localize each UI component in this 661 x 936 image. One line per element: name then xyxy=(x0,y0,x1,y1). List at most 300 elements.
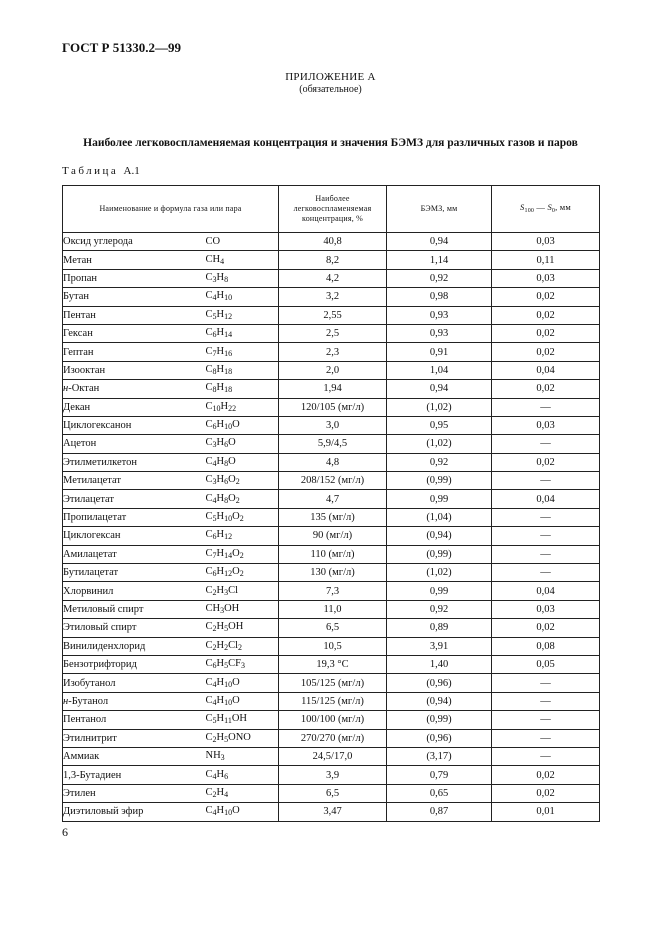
diff-cell: 0,08 xyxy=(492,637,600,655)
formula-subscript: 6 xyxy=(212,569,217,579)
formula-subscript: 3 xyxy=(224,587,229,597)
diff-cell: — xyxy=(492,545,600,563)
formula-part: H xyxy=(216,529,225,541)
table-row xyxy=(63,766,600,784)
formula-subscript: 2 xyxy=(212,624,217,634)
table-row xyxy=(63,324,600,342)
formula-subscript: 2 xyxy=(212,789,217,799)
concentration-cell: 3,2 xyxy=(279,288,387,306)
table-row xyxy=(63,269,600,287)
bemz-cell: 0,91 xyxy=(387,343,492,361)
formula-subscript: 10 xyxy=(224,514,233,524)
formula-subscript: 10 xyxy=(224,697,233,707)
formula-part: Cl xyxy=(228,584,239,596)
formula-subscript: 4 xyxy=(212,697,217,707)
formula-part: C xyxy=(205,327,213,339)
formula-subscript: 22 xyxy=(228,403,237,413)
bemz-cell: 3,91 xyxy=(387,637,492,655)
formula-subscript: 2 xyxy=(235,495,240,505)
diff-cell: — xyxy=(492,692,600,710)
formula-subscript: 2 xyxy=(212,587,217,597)
formula-part: H xyxy=(216,731,225,743)
formula-part: C xyxy=(205,271,213,283)
table-row xyxy=(63,674,600,692)
formula-part: OH xyxy=(231,713,247,725)
bemz-cell: 0,94 xyxy=(387,233,492,251)
gas-name: Бутилацетат xyxy=(63,564,206,582)
formula-subscript: 8 xyxy=(212,366,217,376)
concentration-cell: 8,2 xyxy=(279,251,387,269)
bemz-cell: (1,04) xyxy=(387,508,492,526)
bemz-cell: (0,96) xyxy=(387,729,492,747)
formula-subscript: 3 xyxy=(212,440,217,450)
table-header-row xyxy=(63,186,600,233)
table-row xyxy=(63,251,600,269)
concentration-cell: 6,5 xyxy=(279,619,387,637)
bemz-cell: 0,65 xyxy=(387,784,492,802)
gas-table xyxy=(62,185,600,822)
formula-subscript: 6 xyxy=(224,477,229,487)
formula-part: C xyxy=(205,805,213,817)
diff-cell: — xyxy=(492,398,600,416)
gas-formula xyxy=(206,692,279,710)
formula-part: H xyxy=(216,805,225,817)
bemz-cell: (3,17) xyxy=(387,747,492,765)
gas-name: Винилиденхлорид xyxy=(63,637,206,655)
gas-name: Бензотрифторид xyxy=(63,655,206,673)
formula-part: O xyxy=(232,511,240,523)
header-diff-s1: S xyxy=(520,202,525,212)
diff-cell: — xyxy=(492,435,600,453)
formula-part: H xyxy=(216,382,225,394)
diff-cell: 0,03 xyxy=(492,233,600,251)
bemz-cell: (1,02) xyxy=(387,398,492,416)
table-row xyxy=(63,306,600,324)
table-row xyxy=(63,490,600,508)
concentration-cell: 100/100 (мг/л) xyxy=(279,711,387,729)
gas-name: Пентан xyxy=(63,306,206,324)
gas-formula xyxy=(206,784,279,802)
diff-cell: 0,03 xyxy=(492,416,600,434)
gas-formula xyxy=(206,251,279,269)
table-row xyxy=(63,564,600,582)
formula-part: C xyxy=(205,584,213,596)
table-row xyxy=(63,527,600,545)
formula-subscript: 6 xyxy=(212,532,217,542)
bemz-cell: (1,02) xyxy=(387,435,492,453)
formula-part: C xyxy=(205,290,213,302)
concentration-cell: 4,2 xyxy=(279,269,387,287)
concentration-cell: 2,5 xyxy=(279,324,387,342)
formula-part: C xyxy=(205,400,213,412)
formula-part: C xyxy=(205,455,213,467)
gas-name: Гексан xyxy=(63,324,206,342)
concentration-cell: 120/105 (мг/л) xyxy=(279,398,387,416)
table-row xyxy=(63,380,600,398)
formula-subscript: 12 xyxy=(224,311,233,321)
bemz-cell: (0,94) xyxy=(387,527,492,545)
concentration-cell: 90 (мг/л) xyxy=(279,527,387,545)
formula-part: Cl xyxy=(228,639,239,651)
gas-name: Циклогексан xyxy=(63,527,206,545)
header-diff xyxy=(492,186,600,233)
diff-cell: 0,02 xyxy=(492,766,600,784)
concentration-cell: 3,9 xyxy=(279,766,387,784)
formula-part: C xyxy=(205,621,213,633)
formula-subscript: 5 xyxy=(224,661,229,671)
formula-part: H xyxy=(216,345,225,357)
formula-subscript: 2 xyxy=(235,477,240,487)
formula-part: H xyxy=(216,308,225,320)
bemz-cell: 0,92 xyxy=(387,269,492,287)
formula-subscript: 3 xyxy=(212,274,217,284)
formula-subscript: 4 xyxy=(212,771,217,781)
formula-subscript: 18 xyxy=(224,385,233,395)
gas-name: Амилацетат xyxy=(63,545,206,563)
formula-subscript: 14 xyxy=(224,550,233,560)
gas-formula xyxy=(206,655,279,673)
formula-part: C xyxy=(205,345,213,357)
bemz-cell: 0,98 xyxy=(387,288,492,306)
diff-cell: — xyxy=(492,674,600,692)
concentration-cell: 130 (мг/л) xyxy=(279,564,387,582)
bemz-cell: 1,14 xyxy=(387,251,492,269)
formula-subscript: 5 xyxy=(212,311,217,321)
concentration-cell: 3,47 xyxy=(279,803,387,821)
gas-formula xyxy=(206,269,279,287)
gas-formula xyxy=(206,472,279,490)
concentration-cell: 5,9/4,5 xyxy=(279,435,387,453)
table-row xyxy=(63,655,600,673)
concentration-cell: 4,8 xyxy=(279,453,387,471)
diff-cell: 0,04 xyxy=(492,490,600,508)
formula-subscript: 8 xyxy=(224,495,229,505)
formula-subscript: 12 xyxy=(224,532,233,542)
gas-formula xyxy=(206,306,279,324)
concentration-cell: 3,0 xyxy=(279,416,387,434)
formula-part: O xyxy=(232,566,240,578)
formula-subscript: 10 xyxy=(212,403,221,413)
table-row xyxy=(63,398,600,416)
formula-subscript: 18 xyxy=(224,366,233,376)
diff-cell: 0,03 xyxy=(492,600,600,618)
formula-subscript: 10 xyxy=(224,808,233,818)
formula-subscript: 2 xyxy=(239,550,244,560)
bemz-cell: 0,92 xyxy=(387,453,492,471)
formula-part: O xyxy=(232,547,240,559)
formula-part: H xyxy=(216,437,225,449)
formula-part: CF xyxy=(228,658,241,670)
concentration-cell: 19,3 °С xyxy=(279,655,387,673)
table-row xyxy=(63,343,600,361)
formula-subscript: 12 xyxy=(224,569,233,579)
gas-formula xyxy=(206,711,279,729)
gas-name: Декан xyxy=(63,398,206,416)
formula-part: OH xyxy=(224,603,240,614)
diff-cell: — xyxy=(492,508,600,526)
diff-cell: 0,02 xyxy=(492,619,600,637)
gas-formula xyxy=(206,600,279,618)
diff-cell: 0,11 xyxy=(492,251,600,269)
formula-part: H xyxy=(220,400,229,412)
gas-name: Ацетон xyxy=(63,435,206,453)
bemz-cell: (0,99) xyxy=(387,472,492,490)
formula-subscript: 2 xyxy=(239,514,244,524)
formula-part: CH xyxy=(205,253,221,265)
formula-part: OH xyxy=(228,621,244,633)
gas-name: Пропилацетат xyxy=(63,508,206,526)
formula-subscript: 3 xyxy=(240,661,245,671)
gas-name: Метан xyxy=(63,251,206,269)
bemz-cell: 0,92 xyxy=(387,600,492,618)
formula-part: C xyxy=(205,786,213,798)
formula-subscript: 10 xyxy=(224,422,233,432)
gas-name: Этилметилкетон xyxy=(63,453,206,471)
bemz-cell: 0,93 xyxy=(387,306,492,324)
diff-cell: 0,02 xyxy=(492,343,600,361)
gas-name: н-Бутанол xyxy=(63,692,206,710)
formula-subscript: 3 xyxy=(212,477,217,487)
diff-cell: 0,02 xyxy=(492,288,600,306)
gas-name: Метиловый спирт xyxy=(63,600,206,618)
gas-name: Изобутанол xyxy=(63,674,206,692)
gas-name: Бутан xyxy=(63,288,206,306)
bemz-cell: (1,02) xyxy=(387,564,492,582)
formula-subscript: 10 xyxy=(224,679,233,689)
formula-part: H xyxy=(216,768,225,780)
table-row xyxy=(63,803,600,821)
formula-part: C xyxy=(205,768,213,780)
formula-part: C xyxy=(205,694,213,706)
gas-name: Этилен xyxy=(63,784,206,802)
formula-part: C xyxy=(205,713,213,725)
gas-name: 1,3-Бутадиен xyxy=(63,766,206,784)
formula-part: C xyxy=(205,511,213,523)
gas-formula xyxy=(206,619,279,637)
gas-formula xyxy=(206,803,279,821)
table-body xyxy=(63,233,600,822)
formula-subscript: 8 xyxy=(224,274,229,284)
header-diff-sub2: 0 xyxy=(551,208,556,214)
bemz-cell: 0,94 xyxy=(387,380,492,398)
gas-name: Метилацетат xyxy=(63,472,206,490)
table-row xyxy=(63,619,600,637)
formula-subscript: 7 xyxy=(212,550,217,560)
table-row xyxy=(63,729,600,747)
table-row xyxy=(63,692,600,710)
concentration-cell: 270/270 (мг/л) xyxy=(279,729,387,747)
formula-part: CH xyxy=(205,603,221,614)
gas-formula xyxy=(206,453,279,471)
concentration-cell: 40,8 xyxy=(279,233,387,251)
formula-subscript: 3 xyxy=(220,606,225,615)
formula-part: C xyxy=(205,731,213,743)
formula-subscript: 2 xyxy=(238,642,243,652)
table-row xyxy=(63,711,600,729)
diff-cell: — xyxy=(492,564,600,582)
table-label xyxy=(62,165,140,177)
formula-part: C xyxy=(205,474,213,486)
gas-formula xyxy=(206,361,279,379)
formula-part: H xyxy=(216,419,225,431)
gas-name: Диэтиловый эфир xyxy=(63,803,206,821)
formula-part: H xyxy=(216,639,225,651)
bemz-cell: 0,99 xyxy=(387,490,492,508)
table-row xyxy=(63,453,600,471)
formula-subscript: 4 xyxy=(212,495,217,505)
diff-cell: 0,01 xyxy=(492,803,600,821)
formula-part: NH xyxy=(205,750,221,762)
concentration-cell: 10,5 xyxy=(279,637,387,655)
diff-cell: 0,02 xyxy=(492,453,600,471)
gas-name: Этилнитрит xyxy=(63,729,206,747)
header-bemz: БЭМЗ, мм xyxy=(387,186,492,233)
formula-subscript: 5 xyxy=(224,624,229,634)
table-row xyxy=(63,435,600,453)
gas-formula xyxy=(206,288,279,306)
gas-formula xyxy=(206,324,279,342)
table-row xyxy=(63,582,600,600)
bemz-cell: (0,94) xyxy=(387,692,492,710)
formula-part: C xyxy=(205,419,213,431)
gas-formula xyxy=(206,766,279,784)
formula-part: H xyxy=(216,658,225,670)
table-row xyxy=(63,508,600,526)
bemz-cell: (0,99) xyxy=(387,711,492,729)
formula-part: CO xyxy=(205,236,221,248)
formula-part: H xyxy=(216,455,225,467)
gas-formula xyxy=(206,508,279,526)
diff-cell: 0,02 xyxy=(492,380,600,398)
gas-formula xyxy=(206,233,279,251)
concentration-cell: 7,3 xyxy=(279,582,387,600)
gas-formula xyxy=(206,435,279,453)
formula-part: C xyxy=(205,382,213,394)
header-name: Наименование и формула газа или пара xyxy=(63,186,279,233)
table-row xyxy=(63,233,600,251)
appendix-title: ПРИЛОЖЕНИЕ А xyxy=(285,71,376,83)
diff-cell: — xyxy=(492,472,600,490)
gas-formula xyxy=(206,490,279,508)
table-row xyxy=(63,545,600,563)
formula-part: O xyxy=(232,676,240,688)
section-heading: Наиболее легковоспламеняемая концентрация и значения БЭМЗ для различных газов и паров xyxy=(83,137,578,149)
diff-cell: 0,02 xyxy=(492,306,600,324)
gas-formula xyxy=(206,398,279,416)
diff-cell: — xyxy=(492,747,600,765)
table-row xyxy=(63,361,600,379)
formula-subscript: 2 xyxy=(212,642,217,652)
formula-part: H xyxy=(216,786,225,798)
header-diff-s2: S xyxy=(547,202,552,212)
document-code: ГОСТ Р 51330.2—99 xyxy=(62,40,181,55)
formula-subscript: 11 xyxy=(224,716,232,726)
concentration-cell: 4,7 xyxy=(279,490,387,508)
formula-part: O xyxy=(228,474,236,486)
gas-name: Циклогексанон xyxy=(63,416,206,434)
gas-formula xyxy=(206,343,279,361)
gas-name: Аммиак xyxy=(63,747,206,765)
appendix-subtitle: (обязательное) xyxy=(299,84,362,95)
gas-formula xyxy=(206,747,279,765)
concentration-cell: 11,0 xyxy=(279,600,387,618)
formula-subscript: 14 xyxy=(224,330,233,340)
formula-subscript: 4 xyxy=(212,808,217,818)
gas-formula xyxy=(206,380,279,398)
formula-subscript: 16 xyxy=(224,348,233,358)
formula-part: O xyxy=(228,437,236,449)
gas-name: Оксид углерода xyxy=(63,233,206,251)
table-row xyxy=(63,600,600,618)
bemz-cell: 0,79 xyxy=(387,766,492,784)
bemz-cell: (0,96) xyxy=(387,674,492,692)
formula-part: H xyxy=(216,271,225,283)
concentration-cell: 2,3 xyxy=(279,343,387,361)
gas-name: Пропан xyxy=(63,269,206,287)
formula-part: H xyxy=(216,492,225,504)
concentration-cell: 2,55 xyxy=(279,306,387,324)
formula-subscript: 4 xyxy=(212,458,217,468)
formula-part: C xyxy=(205,363,213,375)
formula-subscript: 8 xyxy=(212,385,217,395)
isomer-prefix: н xyxy=(63,695,69,707)
bemz-cell: (0,99) xyxy=(387,545,492,563)
gas-name: Хлорвинил xyxy=(63,582,206,600)
formula-subscript: 4 xyxy=(224,789,229,799)
formula-subscript: 6 xyxy=(224,771,229,781)
bemz-cell: 0,87 xyxy=(387,803,492,821)
concentration-cell: 135 (мг/л) xyxy=(279,508,387,526)
formula-subscript: 5 xyxy=(224,734,229,744)
concentration-cell: 24,5/17,0 xyxy=(279,747,387,765)
formula-part: H xyxy=(216,584,225,596)
formula-part: O xyxy=(228,455,236,467)
header-diff-unit: , мм xyxy=(555,202,571,212)
header-concentration: Наиболее легковоспламеняемая концентрация, % xyxy=(279,186,387,233)
gas-formula xyxy=(206,545,279,563)
formula-subscript: 6 xyxy=(212,422,217,432)
formula-subscript: 3 xyxy=(220,753,225,763)
formula-part: C xyxy=(205,658,213,670)
formula-part: H xyxy=(216,511,225,523)
formula-subscript: 6 xyxy=(224,440,229,450)
formula-part: C xyxy=(205,566,213,578)
concentration-cell: 115/125 (мг/л) xyxy=(279,692,387,710)
bemz-cell: 0,99 xyxy=(387,582,492,600)
bemz-cell: 0,93 xyxy=(387,324,492,342)
formula-subscript: 8 xyxy=(224,458,229,468)
formula-part: O xyxy=(232,694,240,706)
formula-subscript: 2 xyxy=(239,569,244,579)
concentration-cell: 105/125 (мг/л) xyxy=(279,674,387,692)
table-label-word: Таблица xyxy=(62,165,119,177)
gas-formula xyxy=(206,637,279,655)
formula-subscript: 10 xyxy=(224,293,233,303)
concentration-cell: 1,94 xyxy=(279,380,387,398)
diff-cell: 0,02 xyxy=(492,784,600,802)
formula-subscript: 4 xyxy=(212,293,217,303)
formula-subscript: 4 xyxy=(220,256,225,266)
formula-part: C xyxy=(205,529,213,541)
bemz-cell: 1,40 xyxy=(387,655,492,673)
bemz-cell: 0,89 xyxy=(387,619,492,637)
bemz-cell: 0,95 xyxy=(387,416,492,434)
formula-part: H xyxy=(216,363,225,375)
gas-formula xyxy=(206,564,279,582)
formula-part: C xyxy=(205,437,213,449)
formula-subscript: 2 xyxy=(212,734,217,744)
diff-cell: — xyxy=(492,711,600,729)
